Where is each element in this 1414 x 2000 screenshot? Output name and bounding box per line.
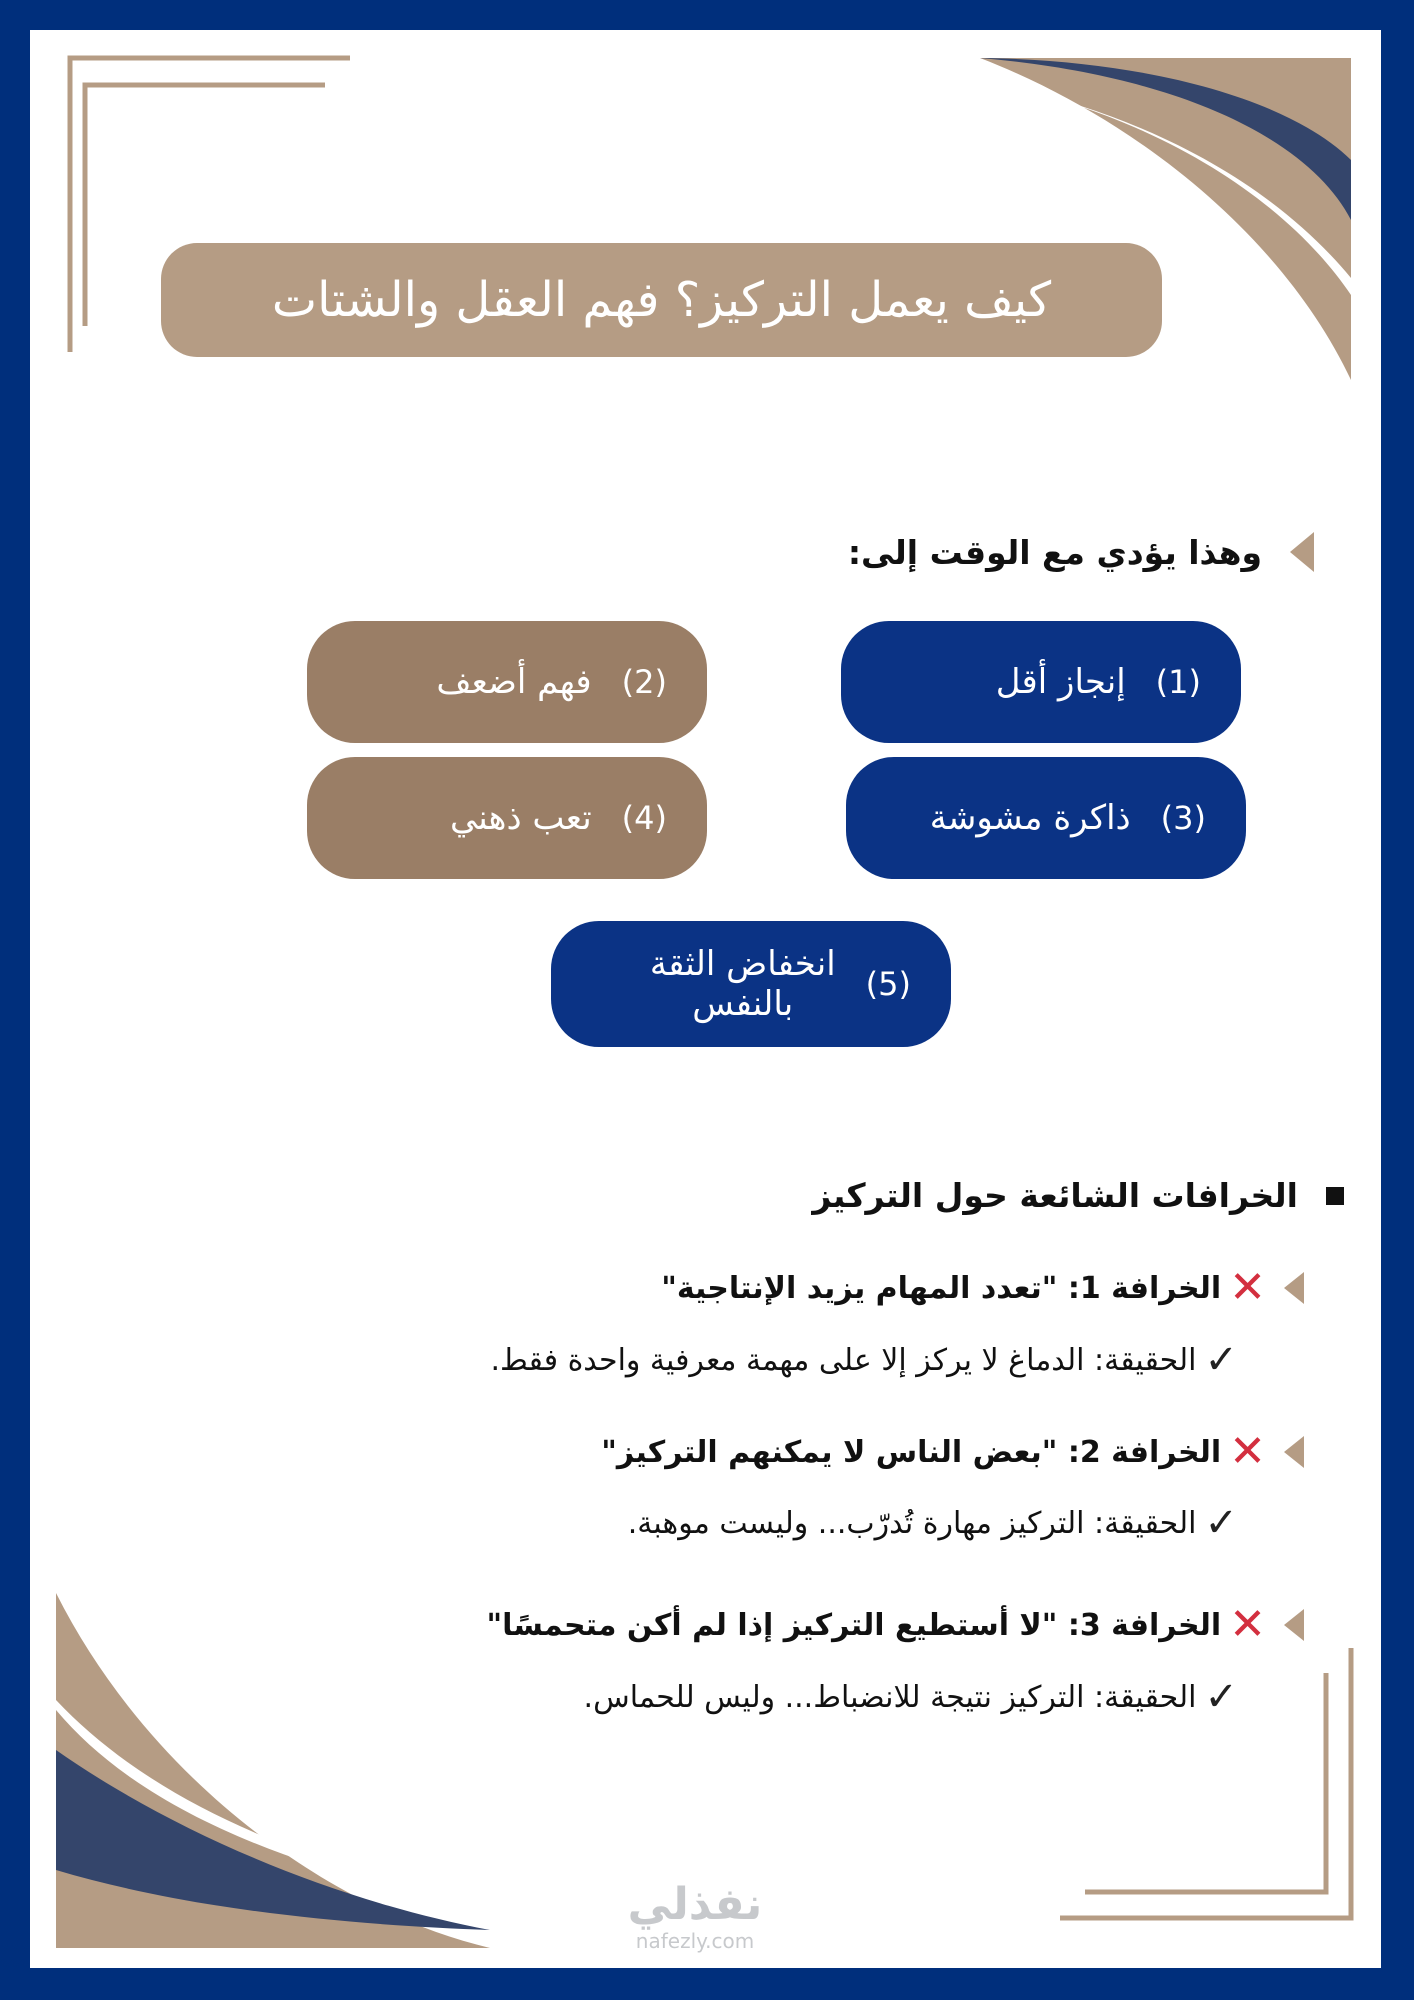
effect-label: إنجاز أقل — [995, 662, 1126, 702]
effect-pill-2 — [307, 621, 707, 743]
section-heading-myths — [812, 1176, 1344, 1215]
cross-icon: ✕ — [1229, 1599, 1266, 1650]
effect-pill-5 — [551, 921, 951, 1047]
effect-label: فهم أضعف — [436, 662, 592, 702]
fact-text: الحقيقة: التركيز نتيجة للانضباط... وليس للحماس. — [583, 1679, 1197, 1715]
effect-number: (3) — [1160, 799, 1206, 837]
effect-pill-1 — [841, 621, 1241, 743]
effect-label-line: بالنفس — [692, 984, 794, 1024]
effect-label: ذاكرة مشوشة — [929, 798, 1131, 838]
cross-icon: ✕ — [1229, 1426, 1266, 1477]
effect-number: (5) — [865, 965, 911, 1003]
effect-pill-4 — [307, 757, 707, 879]
watermark-url: nafezly.com — [635, 1929, 755, 1953]
effect-number: (4) — [621, 799, 667, 837]
effect-label — [650, 944, 836, 1024]
effect-pill-3 — [846, 757, 1246, 879]
fact-row-1 — [490, 1337, 1239, 1383]
cross-icon: ✕ — [1229, 1262, 1266, 1313]
myth-text: الخرافة 2: "بعض الناس لا يمكنهم التركيز" — [601, 1434, 1222, 1470]
check-icon: ✓ — [1204, 1500, 1238, 1546]
triangle-bullet-icon — [1284, 1609, 1304, 1641]
effect-label: تعب ذهني — [449, 798, 592, 838]
triangle-bullet-icon — [1290, 532, 1314, 572]
fact-text: الحقيقة: الدماغ لا يركز إلا على مهمة معرفية واحدة فقط. — [490, 1342, 1197, 1378]
triangle-bullet-icon — [1284, 1272, 1304, 1304]
page-title: كيف يعمل التركيز؟ فهم العقل والشتات — [271, 272, 1052, 328]
myth-row-1 — [661, 1262, 1304, 1313]
fact-row-3 — [583, 1674, 1238, 1720]
myth-row-2 — [601, 1426, 1304, 1477]
myth-row-3 — [486, 1599, 1305, 1650]
effect-number: (1) — [1155, 663, 1201, 701]
check-icon: ✓ — [1204, 1674, 1238, 1720]
watermark-arabic: نفذلي — [627, 1879, 763, 1930]
section-heading-effects — [848, 532, 1314, 572]
title-banner — [161, 243, 1162, 357]
square-bullet-icon — [1326, 1187, 1344, 1205]
fact-text: الحقيقة: التركيز مهارة تُدرّب... وليست موهبة. — [627, 1505, 1197, 1541]
check-icon: ✓ — [1204, 1337, 1238, 1383]
myth-text: الخرافة 3: "لا أستطيع التركيز إذا لم أكن متحمسًا" — [486, 1607, 1222, 1643]
effect-label-line: انخفاض الثقة — [649, 944, 836, 984]
section-heading-myths-text: الخرافات الشائعة حول التركيز — [812, 1176, 1298, 1215]
watermark-logo — [570, 1880, 820, 1952]
triangle-bullet-icon — [1284, 1436, 1304, 1468]
fact-row-2 — [627, 1500, 1238, 1546]
section-heading-effects-text: وهذا يؤدي مع الوقت إلى: — [847, 532, 1262, 572]
effect-number: (2) — [621, 663, 667, 701]
myth-text: الخرافة 1: "تعدد المهام يزيد الإنتاجية" — [661, 1270, 1222, 1306]
